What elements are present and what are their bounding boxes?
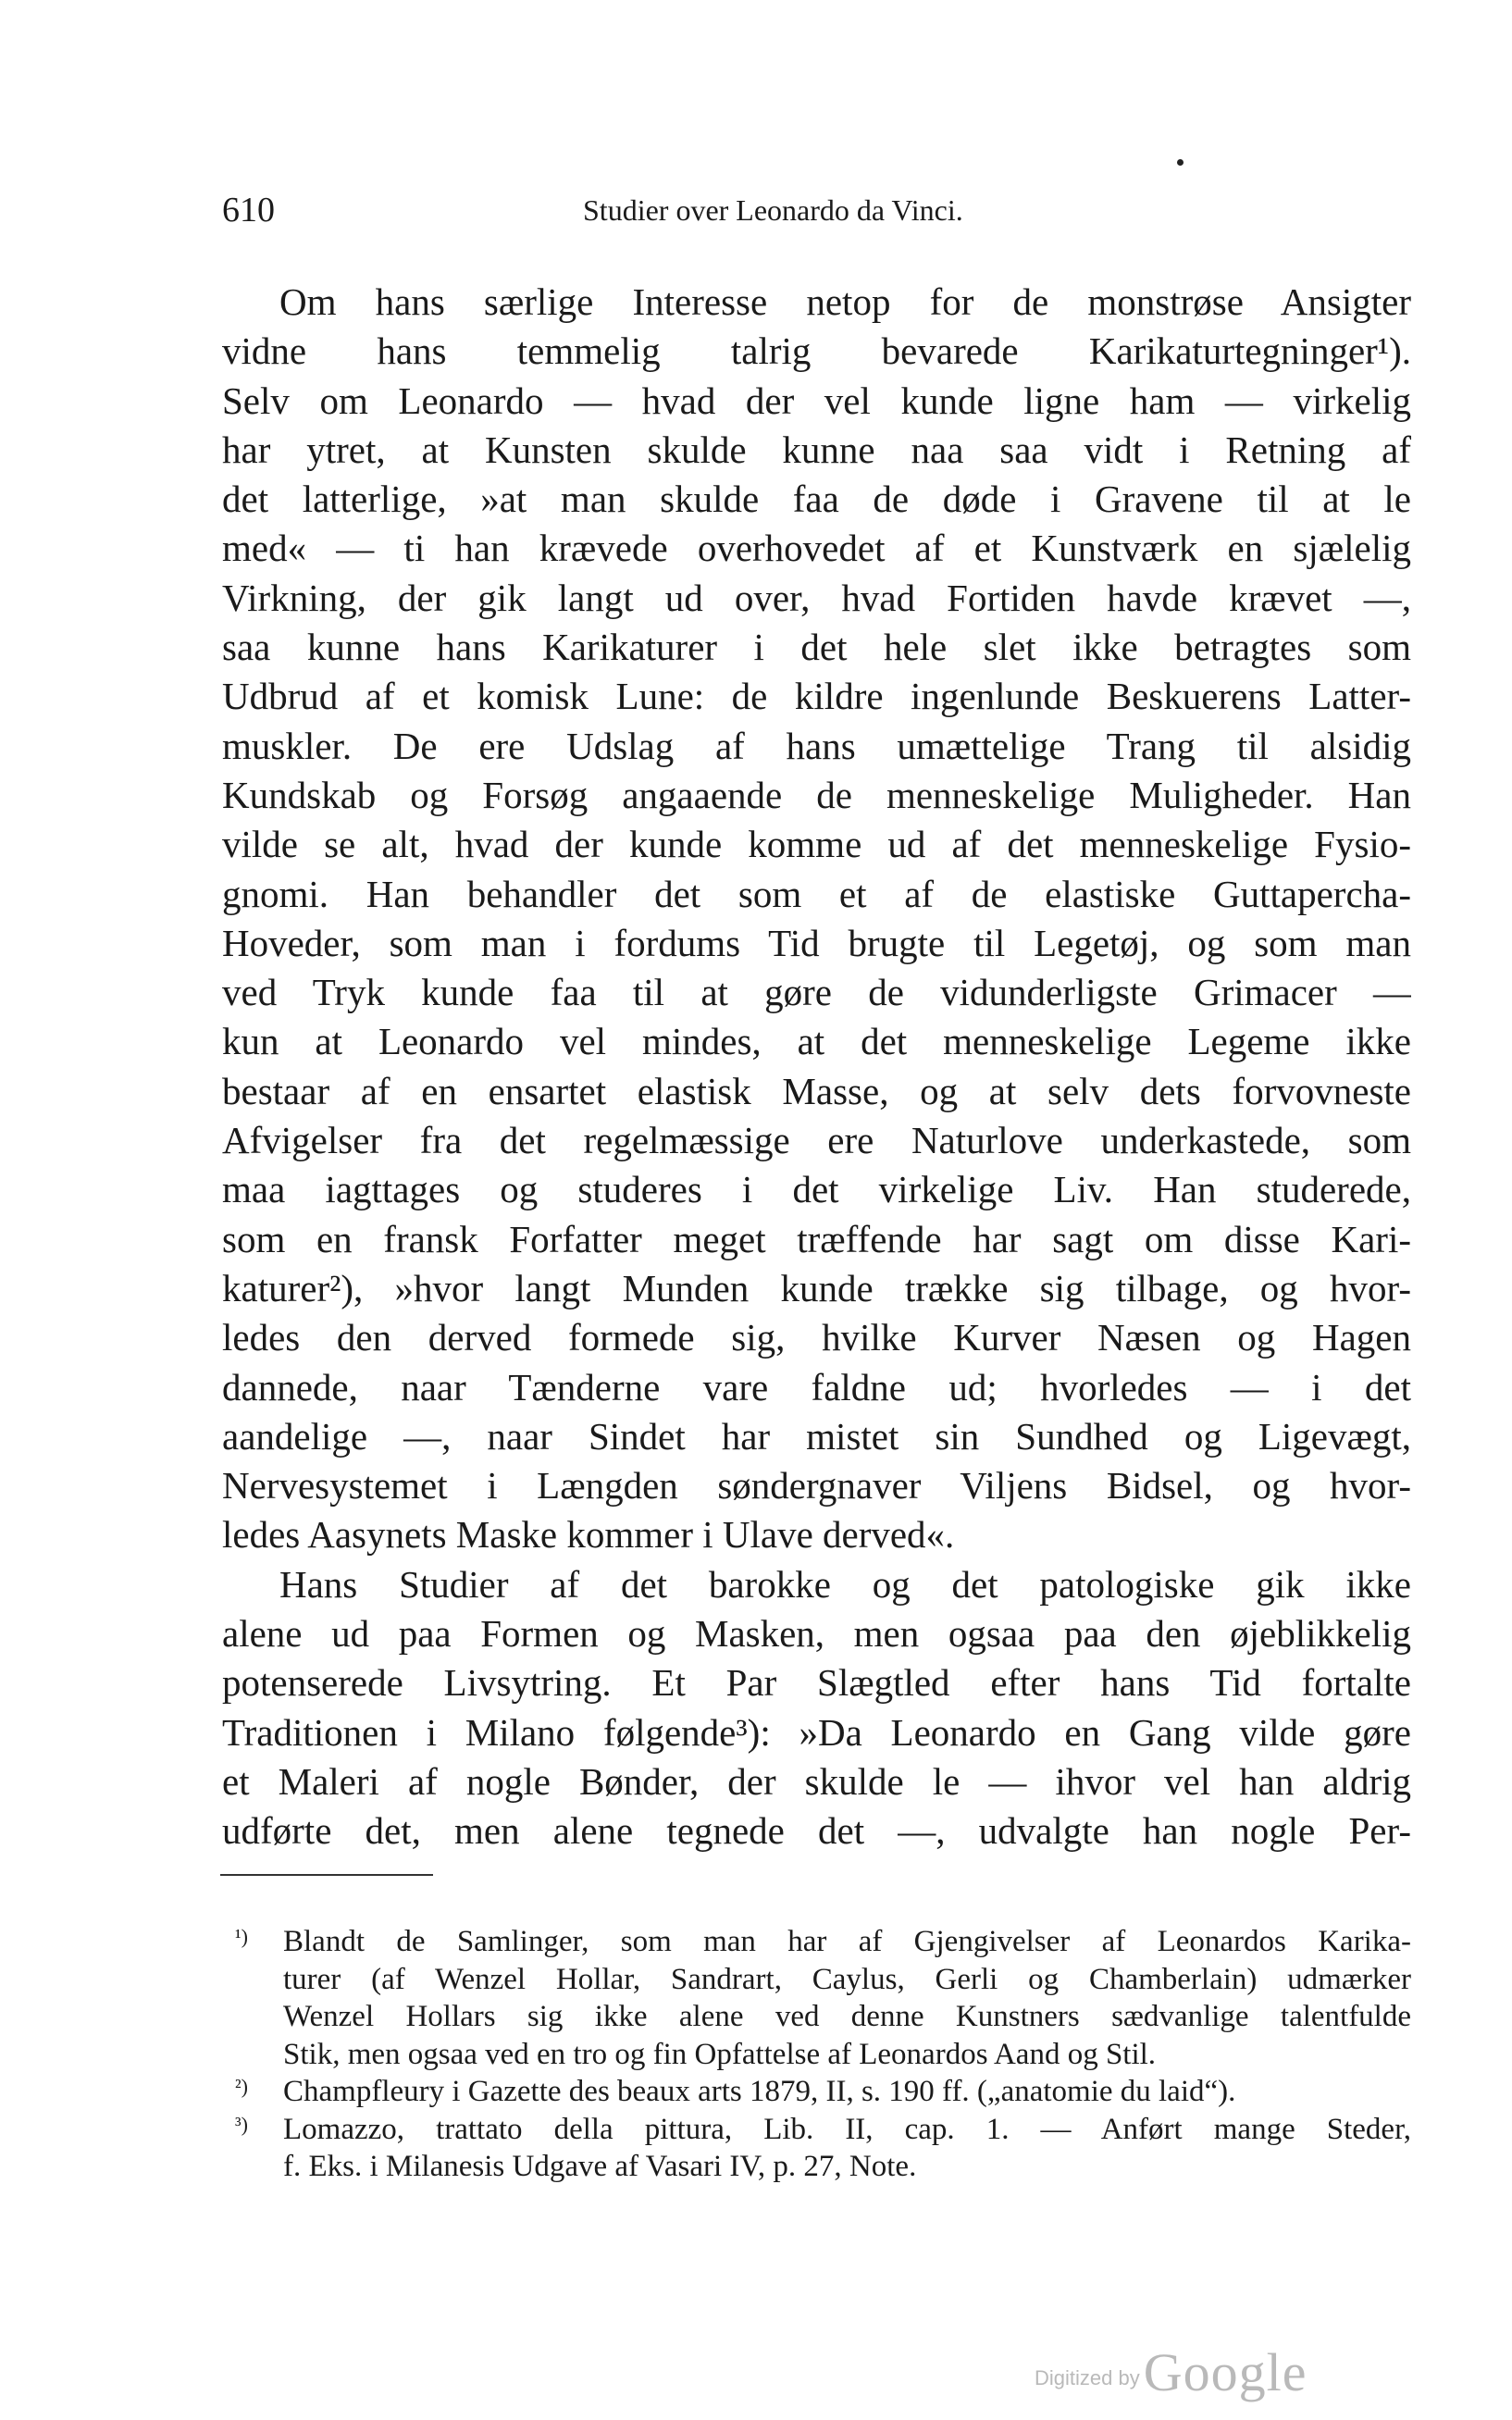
footnote-line: f. Eks. i Milanesis Udgave af Vasari IV, p. 27, Note. [283,2150,917,2183]
text-line: Hoveder, som man i fordums Tid brugte til Legetøj, og som man [222,921,1411,964]
footnote-marker: ³) [235,2112,248,2136]
digitization-watermark [1035,2341,1307,2403]
footnote [222,2073,1411,2111]
text-line: vilde se alt, hvad der kunde komme ud af det menneskelige Fysio- [222,823,1411,866]
text-line: bestaar af en ensartet elastisk Masse, og at selv dets forvovneste [222,1069,1411,1112]
footnote-line: Blandt de Samlinger, som man har af Gjengivelser af Leonardos Karika- [283,1925,1411,1958]
footnote-marker: ²) [235,2075,248,2098]
page-number: 610 [222,191,275,230]
page-header [222,190,1393,245]
footnote-marker: ¹) [235,1925,248,1948]
watermark-prefix: Digitized by [1035,2366,1140,2389]
text-line: saa kunne hans Karikaturer i det hele slet ikke betragtes som [222,626,1411,669]
text-line: dannede, naar Tænderne vare faldne ud; hvorledes — i det [222,1365,1411,1409]
footnotes [222,1923,1411,2186]
text-line: Nervesystemet i Længden søndergnaver Viljens Bidsel, og hvor- [222,1464,1411,1508]
text-line: ved Tryk kunde faa til at gøre de vidunderligste Grimacer — [222,971,1411,1014]
text-line: gnomi. Han behandler det som et af de elastiske Guttapercha- [222,872,1411,915]
footnote [222,1923,1411,2073]
footnote-line: Stik, men ogsaa ved en tro og fin Opfattelse af Leonardos Aand og Stil. [283,2037,1157,2071]
text-line: Om hans særlige Interesse netop for de monstrøse Ansigter [279,280,1411,323]
footnote-line: turer (af Wenzel Hollar, Sandrart, Caylus, Gerli og Chamberlain) udmærker [283,1962,1411,1996]
text-line: muskler. De ere Udslag af hans umættelige Trang til alsidig [222,724,1411,767]
text-line: udførte det, men alene tegnede det —, udvalgte han nogle Per- [222,1809,1411,1853]
text-line: Virkning, der gik langt ud over, hvad Fortiden havde krævet —, [222,576,1411,619]
footnote [222,2111,1411,2186]
footnote-divider [220,1874,433,1876]
text-line: Kundskab og Forsøg angaaende de menneskelige Muligheder. Han [222,773,1411,816]
text-line: med« — ti han krævede overhovedet af et Kunstværk en sjælelig [222,527,1411,570]
text-line: det latterlige, »at man skulde faa de døde i Gravene til at le [222,478,1411,521]
footnote-line: Wenzel Hollars sig ikke alene ved denne Kunstners sædvanlige talentfulde [283,2000,1411,2033]
text-line: Hans Studier af det barokke og det patologiske gik ikke [279,1562,1411,1606]
text-line: Selv om Leonardo — hvad der vel kunde ligne ham — virkelig [222,379,1411,422]
text-line: Afvigelser fra det regelmæssige ere Naturlove underkastede, som [222,1119,1411,1162]
text-line: ledes den derved formede sig, hvilke Kurver Næsen og Hagen [222,1316,1411,1359]
text-line: Udbrud af et komisk Lune: de kildre ingenlunde Beskuerens Latter- [222,675,1411,718]
text-line: maa iagttages og studeres i det virkelige Liv. Han studerede, [222,1168,1411,1211]
footnote-line: Lomazzo, trattato della pittura, Lib. II, cap. 1. — Anført mange Steder, [283,2112,1411,2146]
running-title: Studier over Leonardo da Vinci. [583,193,963,227]
text-line: som en fransk Forfatter meget træffende har sagt om disse Kari- [222,1217,1411,1260]
watermark-brand: Google [1143,2342,1308,2402]
text-line: har ytret, at Kunsten skulde kunne naa saa vidt i Retning af [222,428,1411,471]
text-line: ledes Aasynets Maske kommer i Ulave derved«. [222,1513,955,1557]
footnote-line: Champfleury i Gazette des beaux arts 1879, II, s. 190 ff. („anatomie du laid“). [283,2075,1236,2108]
text-line: et Maleri af nogle Bønder, der skulde le — ihvor vel han aldrig [222,1759,1411,1803]
text-line: potenserede Livsytring. Et Par Slægtled efter hans Tid fortalte [222,1661,1411,1705]
text-line: katurer²), »hvor langt Munden kunde trække sig tilbage, og hvor- [222,1266,1411,1309]
text-line: kun at Leonardo vel mindes, at det menneskelige Legeme ikke [222,1020,1411,1063]
text-line: aandelige —, naar Sindet har mistet sin Sundhed og Ligevægt, [222,1414,1411,1458]
text-line: vidne hans temmelig talrig bevarede Karikaturtegninger¹). [222,329,1411,373]
text-line: alene ud paa Formen og Masken, men ogsaa paa den øjeblikkelig [222,1612,1411,1656]
text-line: Traditionen i Milano følgende³): »Da Leonardo en Gang vilde gøre [222,1710,1411,1754]
ink-speck [1177,159,1184,166]
body-text [222,278,1411,1856]
